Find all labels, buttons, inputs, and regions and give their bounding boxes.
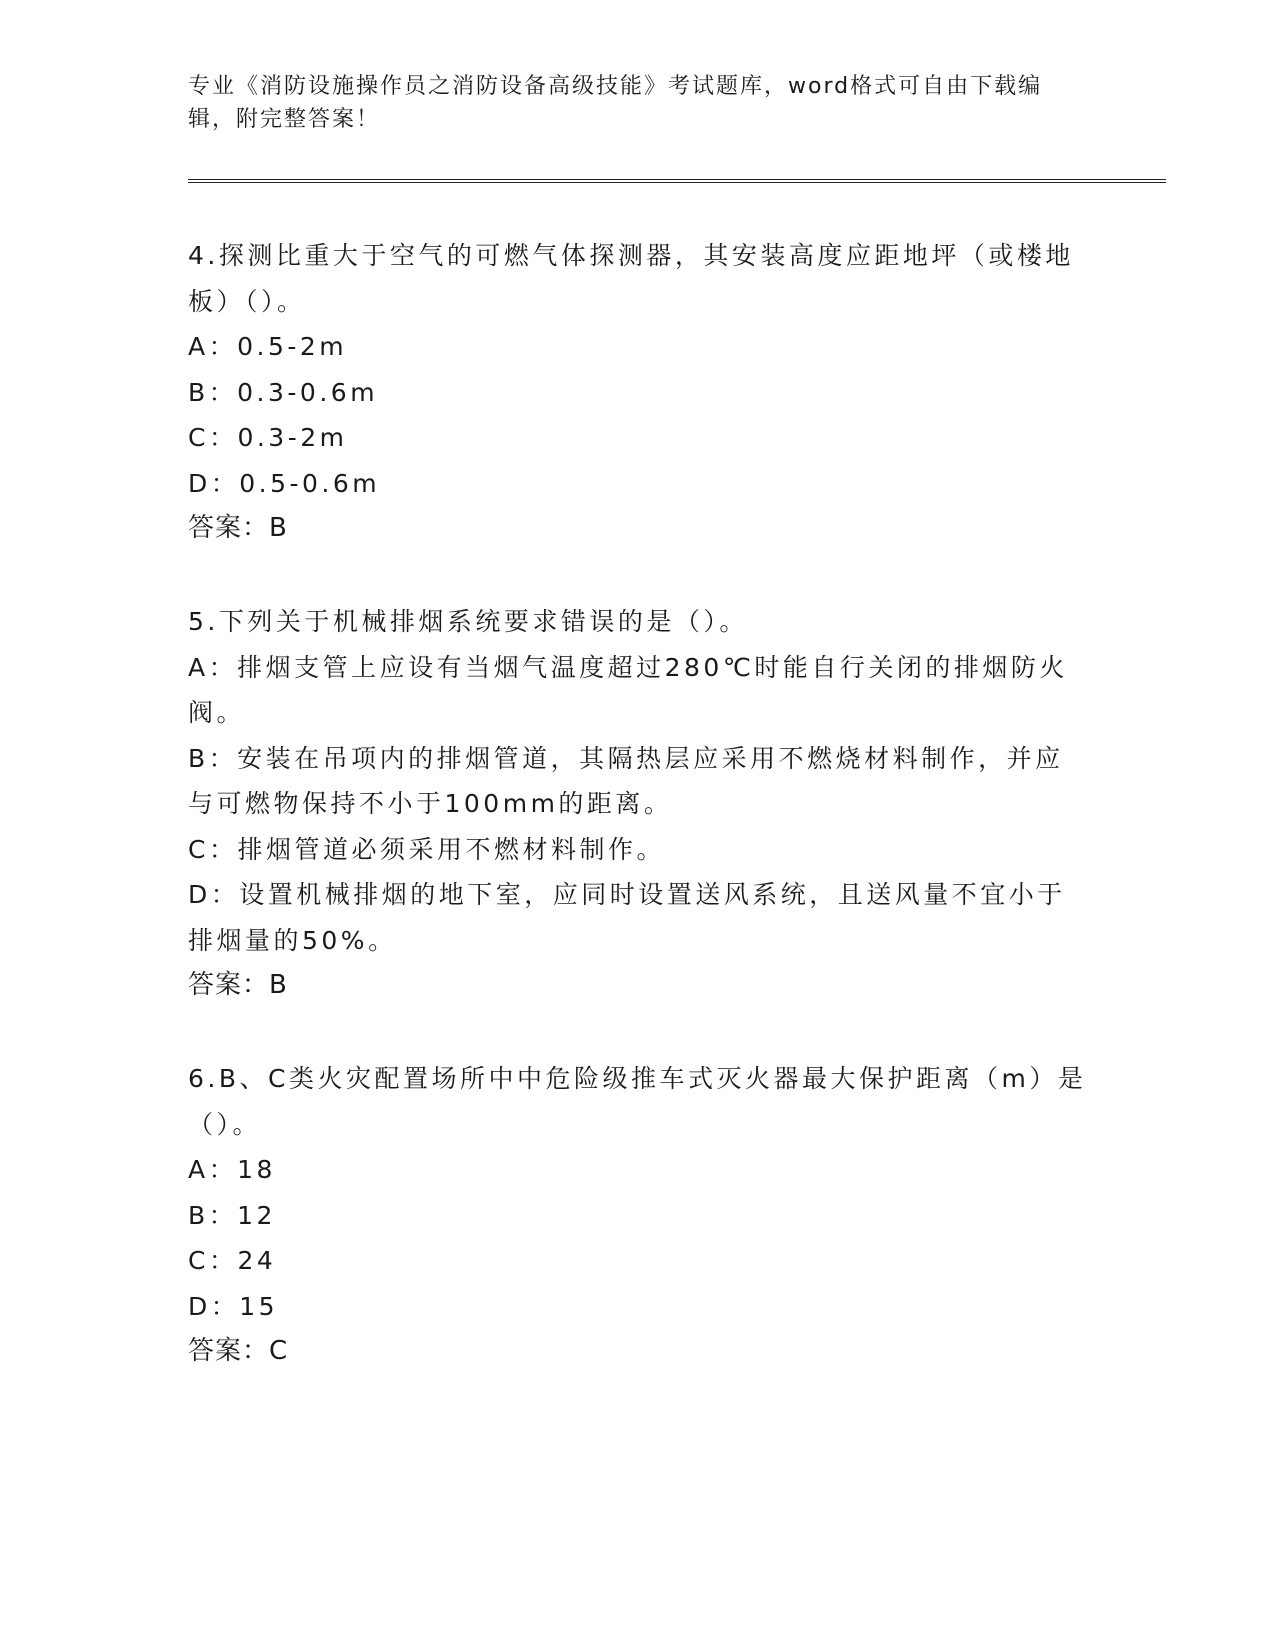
option-d: D：设置机械排烟的地下室，应同时设置送风系统，且送风量不宜小于排烟量的50%。 xyxy=(188,880,1066,955)
answer-value: B xyxy=(269,513,288,543)
answer-label: 答案： xyxy=(188,970,270,1000)
answer-value: B xyxy=(269,970,288,1000)
question-4 xyxy=(188,233,1088,551)
question-6 xyxy=(188,1056,1088,1374)
answer-label: 答案： xyxy=(188,1336,270,1366)
question-text: 4.探测比重大于空气的可燃气体探测器，其安装高度应距地坪（或楼地板）（）。 xyxy=(188,241,1074,316)
question-5 xyxy=(188,599,1088,1008)
answer-line xyxy=(188,963,1088,1008)
document-header xyxy=(188,70,1088,136)
option-a: A：排烟支管上应设有当烟气温度超过280℃时能自行关闭的排烟防火阀。 xyxy=(188,652,1068,727)
option-c: C：24 xyxy=(188,1246,277,1275)
answer-line xyxy=(188,506,1088,551)
question-text: 6.B、C类火灾配置场所中中危险级推车式灭火器最大保护距离（m）是（）。 xyxy=(188,1064,1087,1139)
option-a: A：18 xyxy=(188,1155,276,1184)
option-b: B：12 xyxy=(188,1200,276,1230)
answer-line xyxy=(188,1329,1088,1374)
option-a: A：0.5-2m xyxy=(188,332,348,361)
header-text: 专业《消防设施操作员之消防设备高级技能》考试题库，word格式可自由下载编辑，附完整答案！ xyxy=(188,74,1043,132)
question-list xyxy=(188,233,1088,1422)
answer-label: 答案： xyxy=(188,513,270,543)
option-b: B：0.3-0.6m xyxy=(188,377,379,407)
answer-value: C xyxy=(269,1336,289,1366)
option-d: D：0.5-0.6m xyxy=(188,468,381,498)
header-divider xyxy=(188,179,1166,183)
option-d: D：15 xyxy=(188,1291,279,1321)
option-b: B：安装在吊项内的排烟管道，其隔热层应采用不燃烧材料制作，并应与可燃物保持不小于100mm的距离。 xyxy=(188,743,1064,818)
question-text: 5.下列关于机械排烟系统要求错误的是（）。 xyxy=(188,607,748,636)
option-c: C：0.3-2m xyxy=(188,423,348,452)
option-c: C：排烟管道必须采用不燃材料制作。 xyxy=(188,834,665,864)
